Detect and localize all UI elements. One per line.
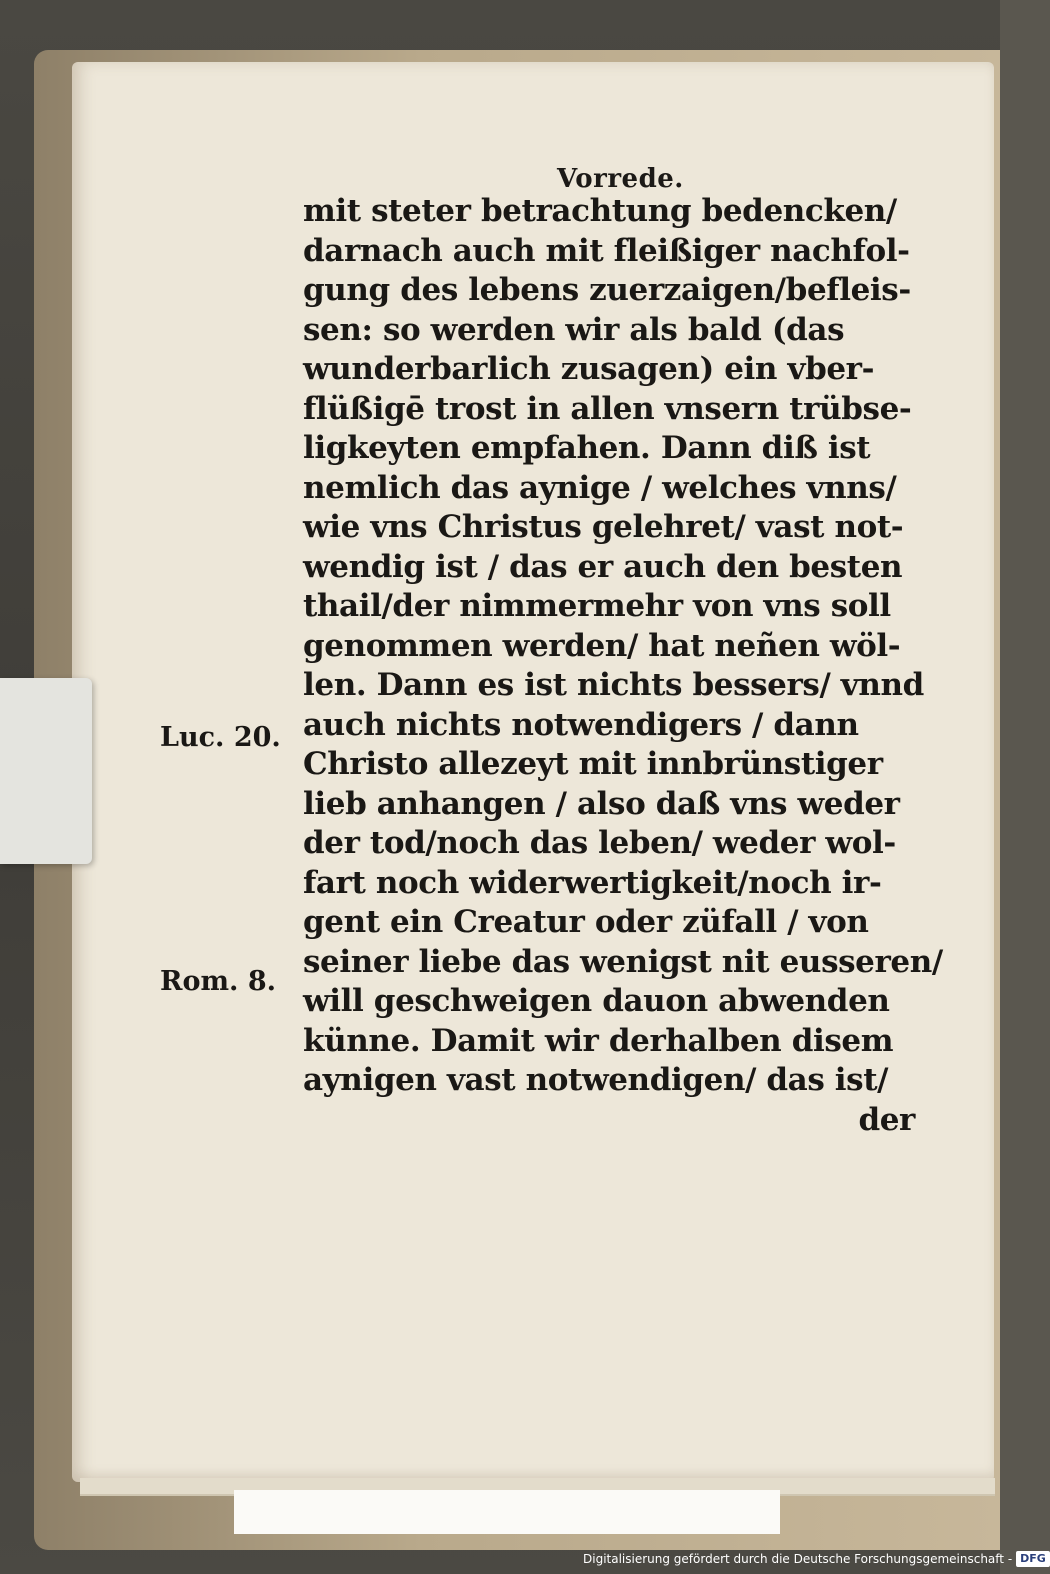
text-line: will geschweigen dauon abwenden bbox=[303, 983, 890, 1019]
text-line: gung des lebens zuerzaigen/befleis- bbox=[303, 272, 911, 308]
catchword: der bbox=[858, 1101, 915, 1138]
text-line: gent ein Creatur oder züfall / von bbox=[303, 904, 869, 940]
text-line: genommen werden/ hat neñen wöl- bbox=[303, 627, 901, 664]
text-line: ligkeyten empfahen. Dann diß ist bbox=[303, 430, 871, 466]
text-line: len. Dann es ist nichts bessers/ vnnd bbox=[303, 667, 924, 703]
text-line: thail/der nimmermehr von vns soll bbox=[303, 588, 891, 624]
marginal-note-romans: Rom. 8. bbox=[160, 966, 277, 997]
text-line: nemlich das aynige / welches vnns/ bbox=[303, 469, 897, 506]
text-line: lieb anhangen / also daß vns weder bbox=[303, 785, 900, 822]
text-line: wunderbarlich zusagen) ein vber- bbox=[303, 351, 875, 387]
body-text bbox=[303, 192, 943, 1140]
text-line: der tod/noch das leben/ weder wol- bbox=[303, 825, 896, 861]
paper-bookmark bbox=[0, 678, 92, 864]
text-line: seiner liebe das wenigst nit eusseren/ bbox=[303, 943, 943, 980]
text-line: fart noch widerwertigkeit/noch ir- bbox=[303, 864, 882, 901]
text-line: flüßigē trost in allen vnsern trübse- bbox=[303, 390, 912, 427]
text-line: Christo allezeyt mit innbrünstiger bbox=[303, 746, 883, 782]
digitization-credit bbox=[583, 1551, 1050, 1567]
text-line: sen: so werden wir als bald (das bbox=[303, 311, 845, 348]
text-line: wie vns Christus gelehret/ vast not- bbox=[303, 509, 904, 545]
text-line: darnach auch mit fleißiger nachfol- bbox=[303, 232, 910, 269]
text-line: wendig ist / das er auch den besten bbox=[303, 548, 903, 585]
label-strip bbox=[234, 1490, 780, 1534]
text-line: aynigen vast notwendigen/ das ist/ bbox=[303, 1062, 889, 1098]
text-line: künne. Damit wir derhalben disem bbox=[303, 1022, 894, 1059]
running-head: Vorrede. bbox=[557, 164, 684, 194]
dfg-logo: DFG bbox=[1016, 1551, 1050, 1567]
credit-text: Digitalisierung gefördert durch die Deutsche Forschungsgemeinschaft - bbox=[583, 1552, 1013, 1566]
marginal-note-luke: Luc. 20. bbox=[160, 722, 281, 753]
text-line: auch nichts notwendigers / dann bbox=[303, 706, 859, 743]
text-line: mit steter betrachtung bedencken/ bbox=[303, 193, 897, 229]
